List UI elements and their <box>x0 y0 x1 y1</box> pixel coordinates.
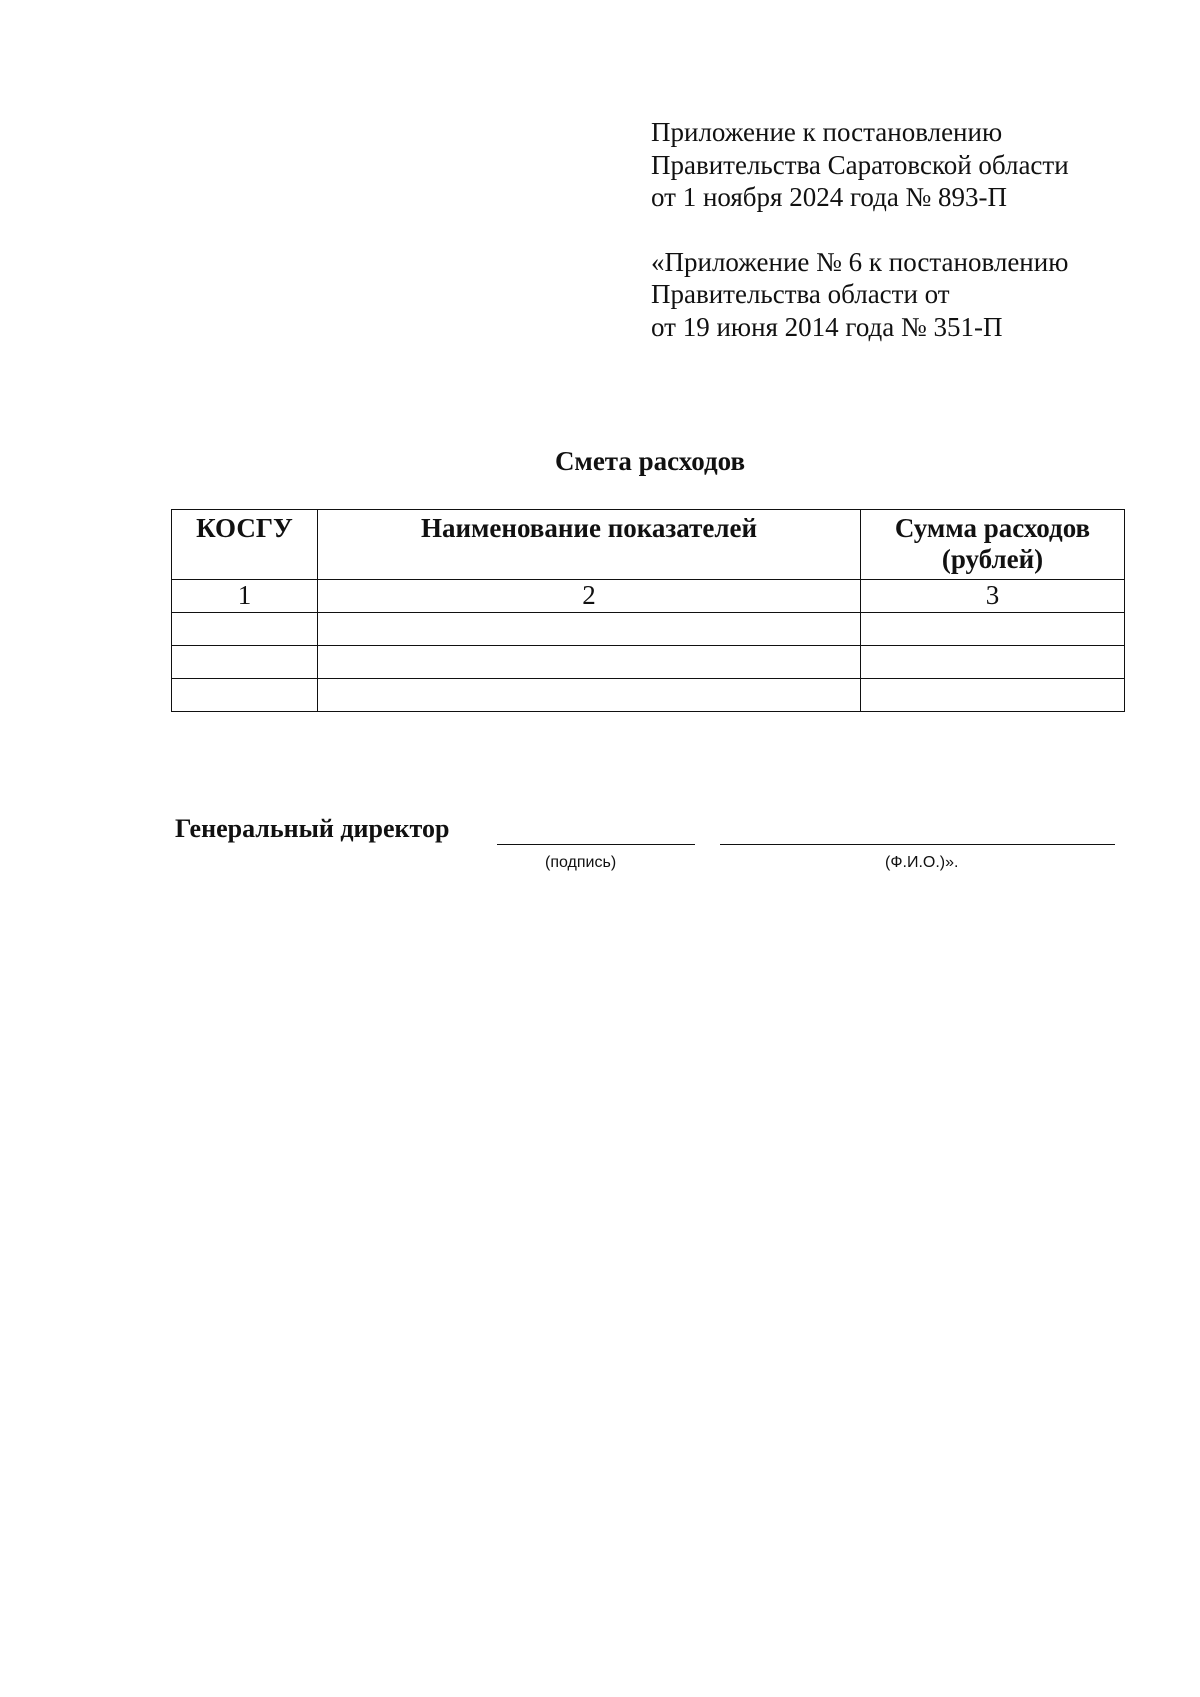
table-cell <box>861 679 1125 712</box>
column-header-kosgu: КОСГУ <box>172 510 318 580</box>
table-row <box>172 646 1125 679</box>
column-number: 1 <box>172 580 318 613</box>
table-cell <box>172 613 318 646</box>
table-cell <box>318 646 861 679</box>
table-row <box>172 679 1125 712</box>
table-cell <box>172 646 318 679</box>
expense-estimate-table <box>171 509 1125 712</box>
signature-line <box>497 844 695 845</box>
column-number: 3 <box>861 580 1125 613</box>
signature-caption: (подпись) <box>545 854 617 871</box>
appendix-line: Правительства Саратовской области <box>651 149 1069 180</box>
appendix-quoted-line: «Приложение № 6 к постановлению <box>651 246 1069 277</box>
table-cell <box>318 613 861 646</box>
signature-block <box>175 814 1135 874</box>
appendix-line: Приложение к постановлению <box>651 117 1003 147</box>
table-cell <box>861 613 1125 646</box>
full-name-line <box>720 844 1115 845</box>
appendix-quoted-line: от 19 июня 2014 года № 351-П <box>651 311 1003 342</box>
column-header-indicator-name: Наименование показателей <box>318 510 861 580</box>
signatory-role: Генеральный директор <box>175 814 450 843</box>
full-name-caption: (Ф.И.О.)». <box>885 854 959 871</box>
appendix-reference <box>651 116 1171 343</box>
appendix-quoted-line: Правительства области от <box>651 279 950 309</box>
table-cell <box>861 646 1125 679</box>
document-title: Смета расходов <box>554 446 746 476</box>
spacer <box>651 214 1171 246</box>
appendix-line: от 1 ноября 2024 года № 893-П <box>651 182 1008 212</box>
table-cell <box>318 679 861 712</box>
column-number: 2 <box>318 580 861 613</box>
column-number-row <box>172 580 1125 613</box>
column-header-expense-amount: Сумма расходов (рублей) <box>861 510 1125 580</box>
table-header-row <box>172 510 1125 580</box>
table-row <box>172 613 1125 646</box>
table-cell <box>172 679 318 712</box>
